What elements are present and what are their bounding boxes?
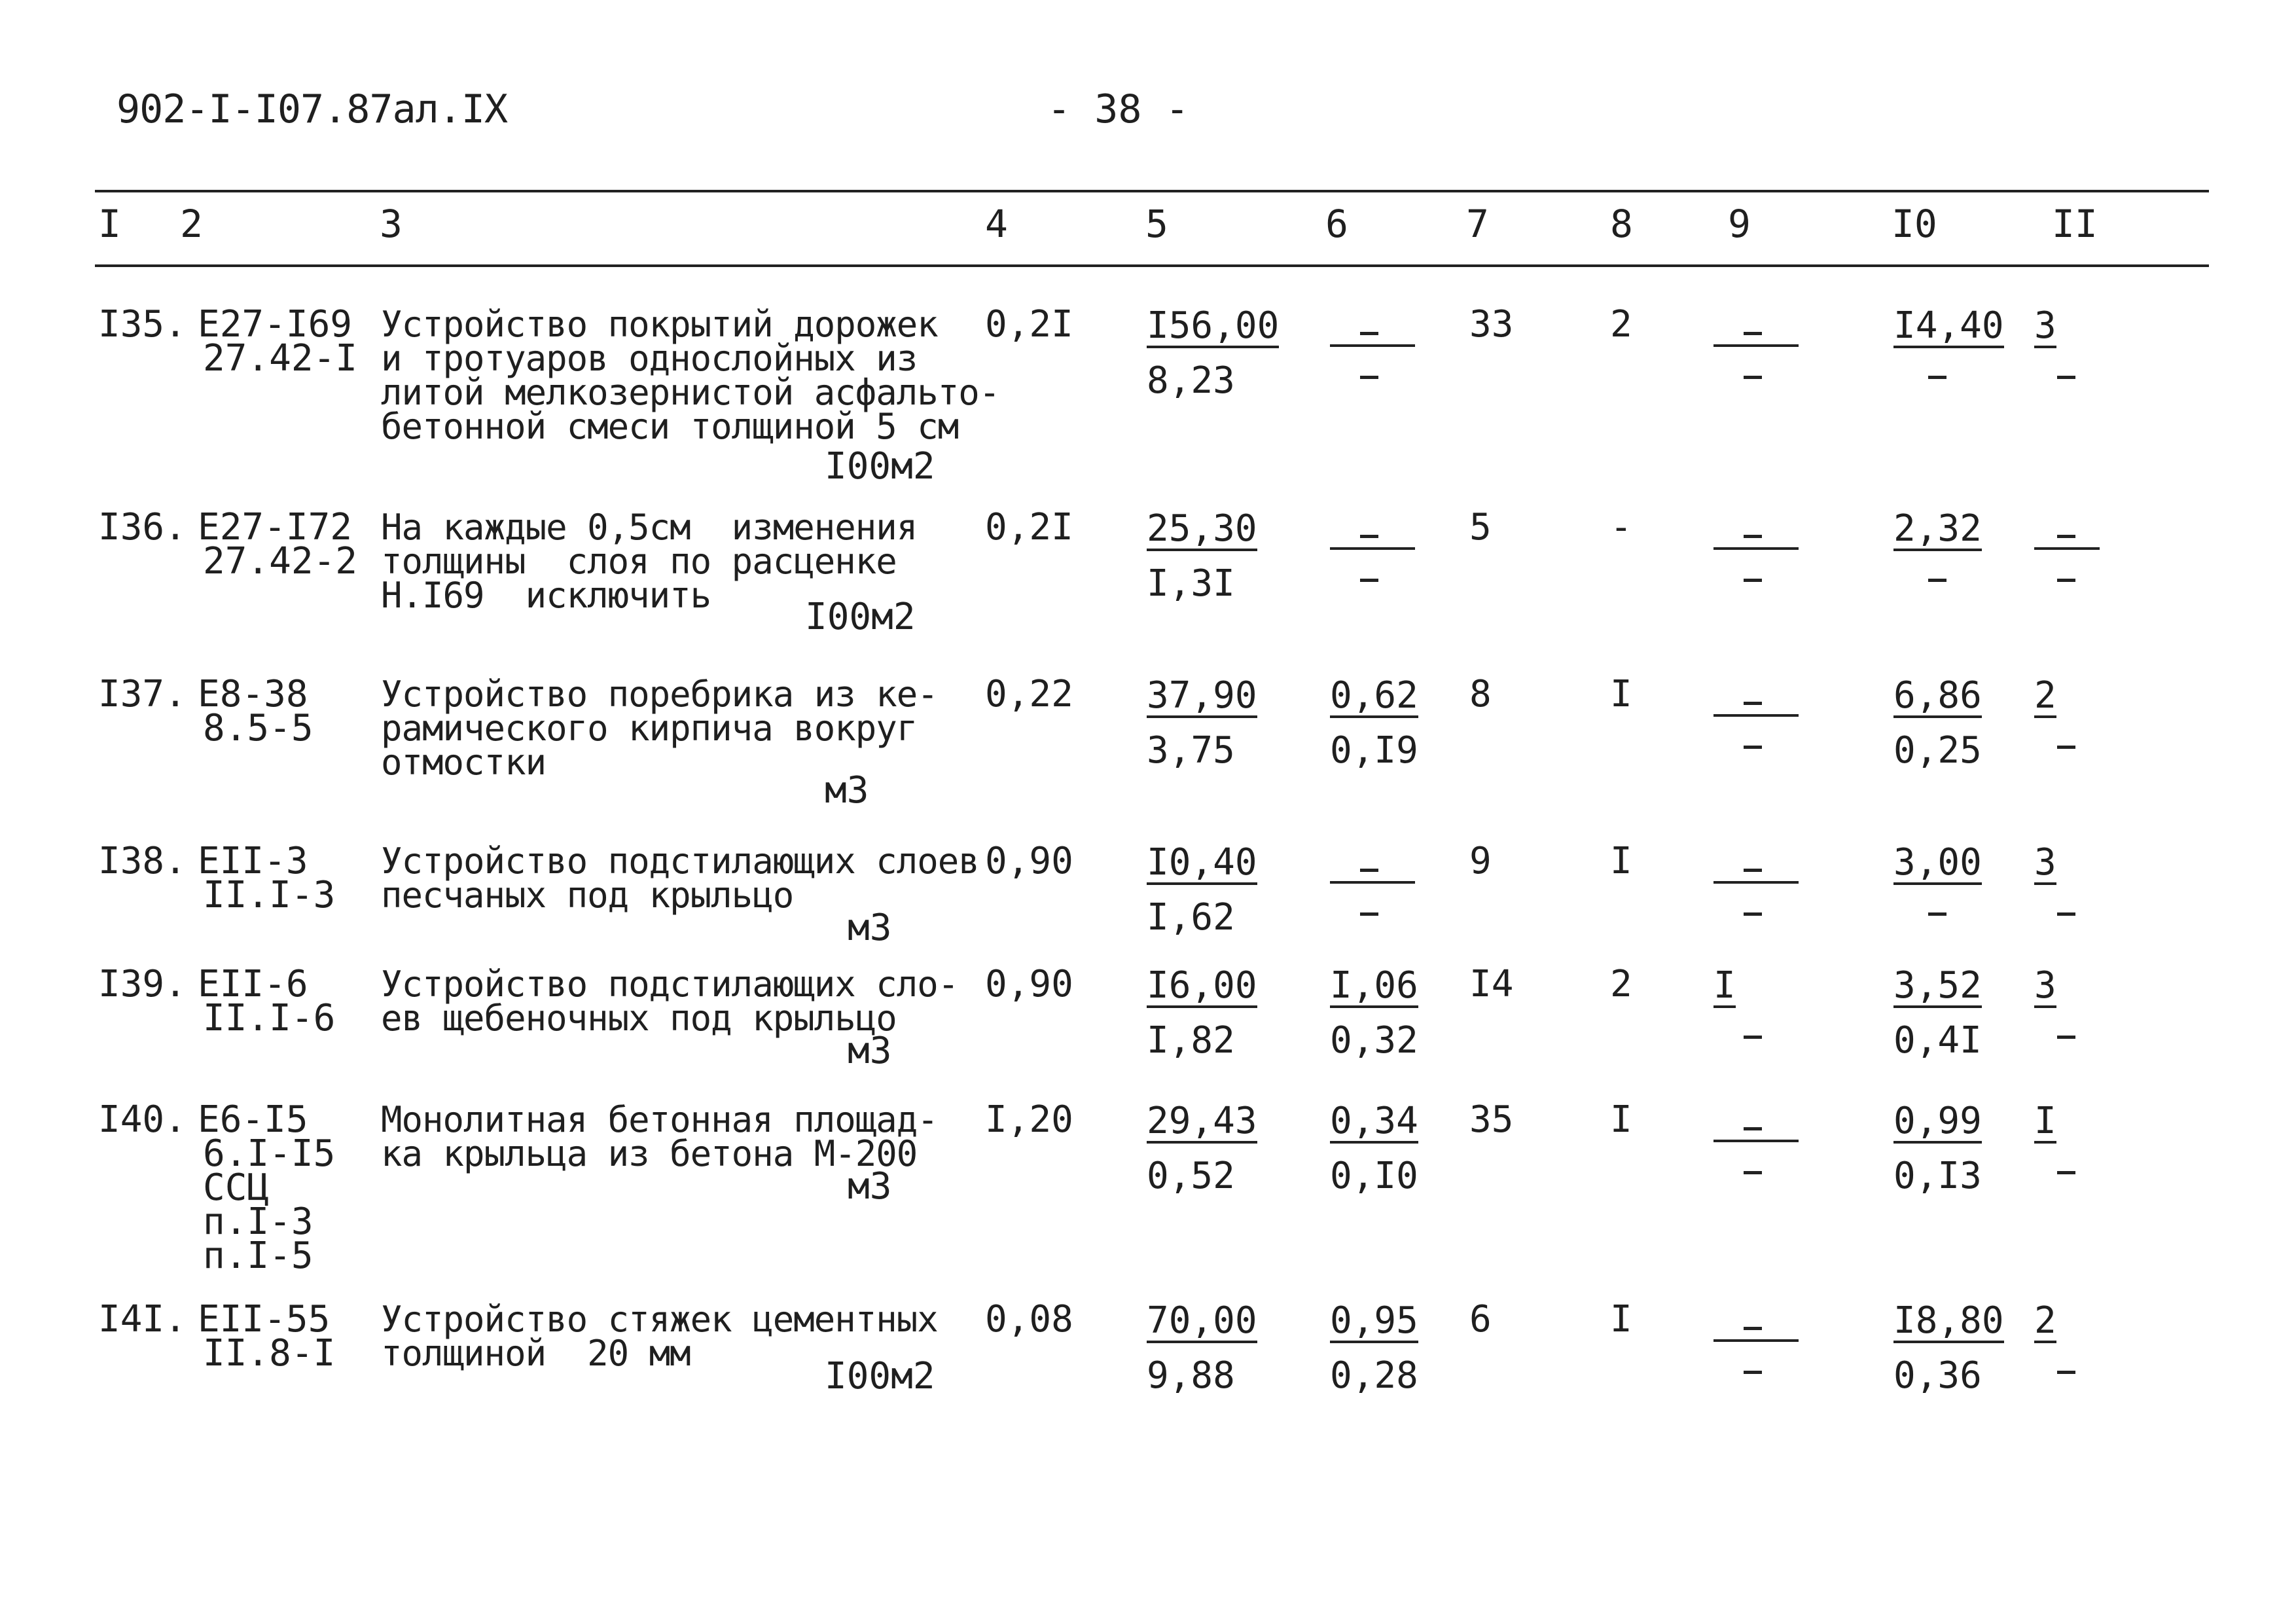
c5-bottom-value: 3,75 [1147,729,1235,772]
c10-bottom-dash [1928,912,1946,916]
c11-top-value: 3 [2034,964,2056,1007]
col8-value: I [1610,673,1632,715]
c10-top-value: I8,80 [1893,1299,2004,1342]
cell-c5 [1147,304,1280,402]
c5-top-value: 37,90 [1147,674,1257,717]
rate-code-secondary: 6.I-I5 [203,1132,336,1175]
quantity-value: I,20 [985,1098,1073,1141]
col7-value: 5 [1469,506,1492,549]
work-description: На каждые 0,5см изменения толщины слоя по расценке Н.I69 исключить [381,507,918,616]
c11-top-value: I [2034,1100,2056,1142]
cell-c10 [1893,304,2004,348]
c11-top-value: 3 [2034,304,2056,347]
quantity-value: 0,22 [985,673,1073,715]
c6-top-value: 0,34 [1330,1100,1418,1142]
c11-bottom-dash [2057,912,2075,916]
column-header-2: 2 [180,202,203,246]
c9-bottom-dash [1744,1036,1762,1039]
c10-bottom-value: 0,4I [1893,1019,1982,1062]
row-number: I36. [98,506,187,549]
col8-value: I [1610,1298,1632,1341]
cell-c5 [1147,507,1257,605]
c10-bottom-dash [1928,579,1946,582]
quantity-value: 0,2I [985,303,1073,346]
row-number: I37. [98,673,187,715]
column-header-1: I [98,202,121,246]
col7-value: 35 [1469,1098,1514,1141]
cell-c5 [1147,1100,1257,1197]
c6-bottom-value: 0,32 [1330,1019,1418,1062]
work-description: Устройство покрытий дорожек и тротуаров однослойных из литой мелкозернистой асфальто- бетонной смеси толщиной 5 см [381,304,1000,447]
rate-code-secondary: II.8-I [203,1332,336,1375]
c6-bottom-dash [1360,376,1378,379]
rate-code-secondary: 27.42-2 [203,540,358,583]
work-description: Устройство подстилающих сло- ев щебеночных под крыльцо [381,964,959,1039]
table-header-rule [95,264,2209,267]
c5-top-value: 29,43 [1147,1100,1257,1142]
c11-top-value: 2 [2034,674,2056,717]
c6-top-value: 0,62 [1330,674,1418,717]
c6-bottom-dash [1360,579,1378,582]
row-number: I38. [98,840,187,882]
cell-c6 [1330,964,1418,1062]
c5-top-value: I0,40 [1147,841,1257,884]
c9-top-dash [1713,511,1799,550]
cell-c10 [1893,1299,2004,1397]
cell-c5 [1147,674,1257,772]
cell-c10 [1893,674,1982,772]
c5-bottom-value: 8,23 [1147,359,1235,402]
c9-bottom-dash [1744,746,1762,749]
col7-value: 9 [1469,840,1492,882]
c10-top-value: I4,40 [1893,304,2004,347]
col8-value: - [1610,506,1632,549]
c9-top-dash [1713,308,1799,347]
column-header-4: 4 [985,202,1008,246]
cell-c6 [1330,674,1418,772]
rate-code-secondary: 27.42-I [203,337,358,380]
c6-top-dash [1330,308,1415,347]
cell-c5 [1147,1299,1257,1397]
col8-value: 2 [1610,963,1632,1005]
c9-bottom-dash [1744,912,1762,916]
c11-bottom-dash [2057,579,2075,582]
c5-bottom-value: I,82 [1147,1019,1235,1062]
c5-top-value: I6,00 [1147,964,1257,1007]
c6-bottom-value: 0,I0 [1330,1155,1418,1197]
column-header-7: 7 [1466,202,1489,246]
measure-unit: м3 [848,907,892,949]
work-description: Устройство стяжек цементных толщиной 20 мм [381,1299,938,1374]
c10-top-value: 3,52 [1893,964,1982,1007]
c11-bottom-dash [2057,1371,2075,1374]
c10-top-value: 3,00 [1893,841,1982,884]
cell-c6 [1330,1100,1418,1197]
quantity-value: 0,2I [985,506,1073,549]
cell-c10 [1893,964,1982,1062]
col8-value: I [1610,840,1632,882]
rate-code: ЕII-6 [198,963,308,1005]
c11-top-value: 3 [2034,841,2056,884]
c10-top-value: 2,32 [1893,507,1982,550]
c6-bottom-value: 0,28 [1330,1354,1418,1397]
c10-top-value: 6,86 [1893,674,1982,717]
col7-value: 6 [1469,1298,1492,1341]
cell-c11 [2034,674,2056,718]
c11-bottom-dash [2057,1171,2075,1174]
c10-bottom-value: 0,25 [1893,729,1982,772]
c10-bottom-dash [1928,376,1946,379]
c9-bottom-dash [1744,376,1762,379]
rate-code: Е27-I72 [198,506,353,549]
rate-code-secondary: II.I-3 [203,874,336,916]
table-top-rule [95,190,2209,192]
measure-unit: I00м2 [825,445,935,488]
quantity-value: 0,08 [985,1298,1073,1341]
c6-bottom-value: 0,I9 [1330,729,1418,772]
cell-c11 [2034,1100,2056,1144]
cell-c6 [1330,1299,1418,1397]
cell-c11 [2034,964,2056,1008]
work-description: Устройство поребрика из ке- рамического кирпича вокруг отмостки [381,674,938,783]
cell-c10 [1893,841,1982,885]
cell-c11 [2034,841,2056,885]
rate-code: ЕII-3 [198,840,308,882]
c11-top-dash [2034,511,2100,550]
work-description: Монолитная бетонная площад- ка крыльца из бетона М-200 [381,1099,938,1174]
c5-bottom-value: I,3I [1147,562,1235,605]
column-header-6: 6 [1325,202,1348,246]
c11-bottom-dash [2057,1036,2075,1039]
rate-code-secondary: 8.5-5 [203,707,314,749]
c9-top-dash [1713,1303,1799,1342]
c9-bottom-dash [1744,1171,1762,1174]
column-header-11: II [2052,202,2098,246]
document-code: 902-I-I07.87ал.IX [117,86,508,132]
rate-code: Е8-38 [198,673,308,715]
cell-c9 [1713,964,1736,1008]
rate-code-extra: п.I-3 [203,1200,314,1243]
c6-top-dash [1330,511,1415,550]
c9-top-dash [1713,844,1799,884]
col7-value: I4 [1469,963,1514,1005]
work-description: Устройство подстилающих слоев песчаных под крыльцо [381,840,979,916]
c5-top-value: I56,00 [1147,304,1280,347]
column-header-3: 3 [380,202,403,246]
cell-c10 [1893,1100,1982,1197]
c9-top-value: I [1713,964,1736,1007]
column-header-5: 5 [1145,202,1168,246]
rate-code-extra: ССЦ [203,1166,270,1209]
c10-bottom-value: 0,36 [1893,1354,1982,1397]
row-number: I4I. [98,1298,187,1341]
c9-bottom-dash [1744,579,1762,582]
c10-bottom-value: 0,I3 [1893,1155,1982,1197]
c9-top-dash [1713,1103,1799,1142]
c6-top-dash [1330,844,1415,884]
quantity-value: 0,90 [985,963,1073,1005]
rate-code-extra: п.I-5 [203,1235,314,1277]
c6-top-value: 0,95 [1330,1299,1418,1342]
c11-top-value: 2 [2034,1299,2056,1342]
col8-value: 2 [1610,303,1632,346]
measure-unit: I00м2 [805,596,916,638]
column-header-9: 9 [1728,202,1751,246]
c6-bottom-dash [1360,912,1378,916]
measure-unit: м3 [848,1030,892,1072]
c5-bottom-value: 9,88 [1147,1354,1235,1397]
col8-value: I [1610,1098,1632,1141]
c11-bottom-dash [2057,376,2075,379]
row-number: I40. [98,1098,187,1141]
rate-code: Е27-I69 [198,303,353,346]
c5-bottom-value: 0,52 [1147,1155,1235,1197]
c10-top-value: 0,99 [1893,1100,1982,1142]
c11-bottom-dash [2057,746,2075,749]
c5-top-value: 25,30 [1147,507,1257,550]
row-number: I35. [98,303,187,346]
measure-unit: I00м2 [825,1355,935,1398]
c5-bottom-value: I,62 [1147,896,1235,939]
c9-bottom-dash [1744,1371,1762,1374]
cell-c11 [2034,304,2056,348]
row-number: I39. [98,963,187,1005]
cell-c5 [1147,841,1257,939]
col7-value: 33 [1469,303,1514,346]
cell-c11 [2034,1299,2056,1343]
column-header-8: 8 [1610,202,1633,246]
rate-code: Е6-I5 [198,1098,308,1141]
cell-c5 [1147,964,1257,1062]
quantity-value: 0,90 [985,840,1073,882]
cell-c10 [1893,507,1982,551]
c5-top-value: 70,00 [1147,1299,1257,1342]
c9-top-dash [1713,677,1799,717]
measure-unit: м3 [848,1165,892,1208]
rate-code-secondary: II.I-6 [203,997,336,1039]
measure-unit: м3 [825,769,869,812]
col7-value: 8 [1469,673,1492,715]
page-number: - 38 - [1047,86,1189,132]
rate-code: ЕII-55 [198,1298,331,1341]
c6-top-value: I,06 [1330,964,1418,1007]
column-header-10: I0 [1892,202,1937,246]
